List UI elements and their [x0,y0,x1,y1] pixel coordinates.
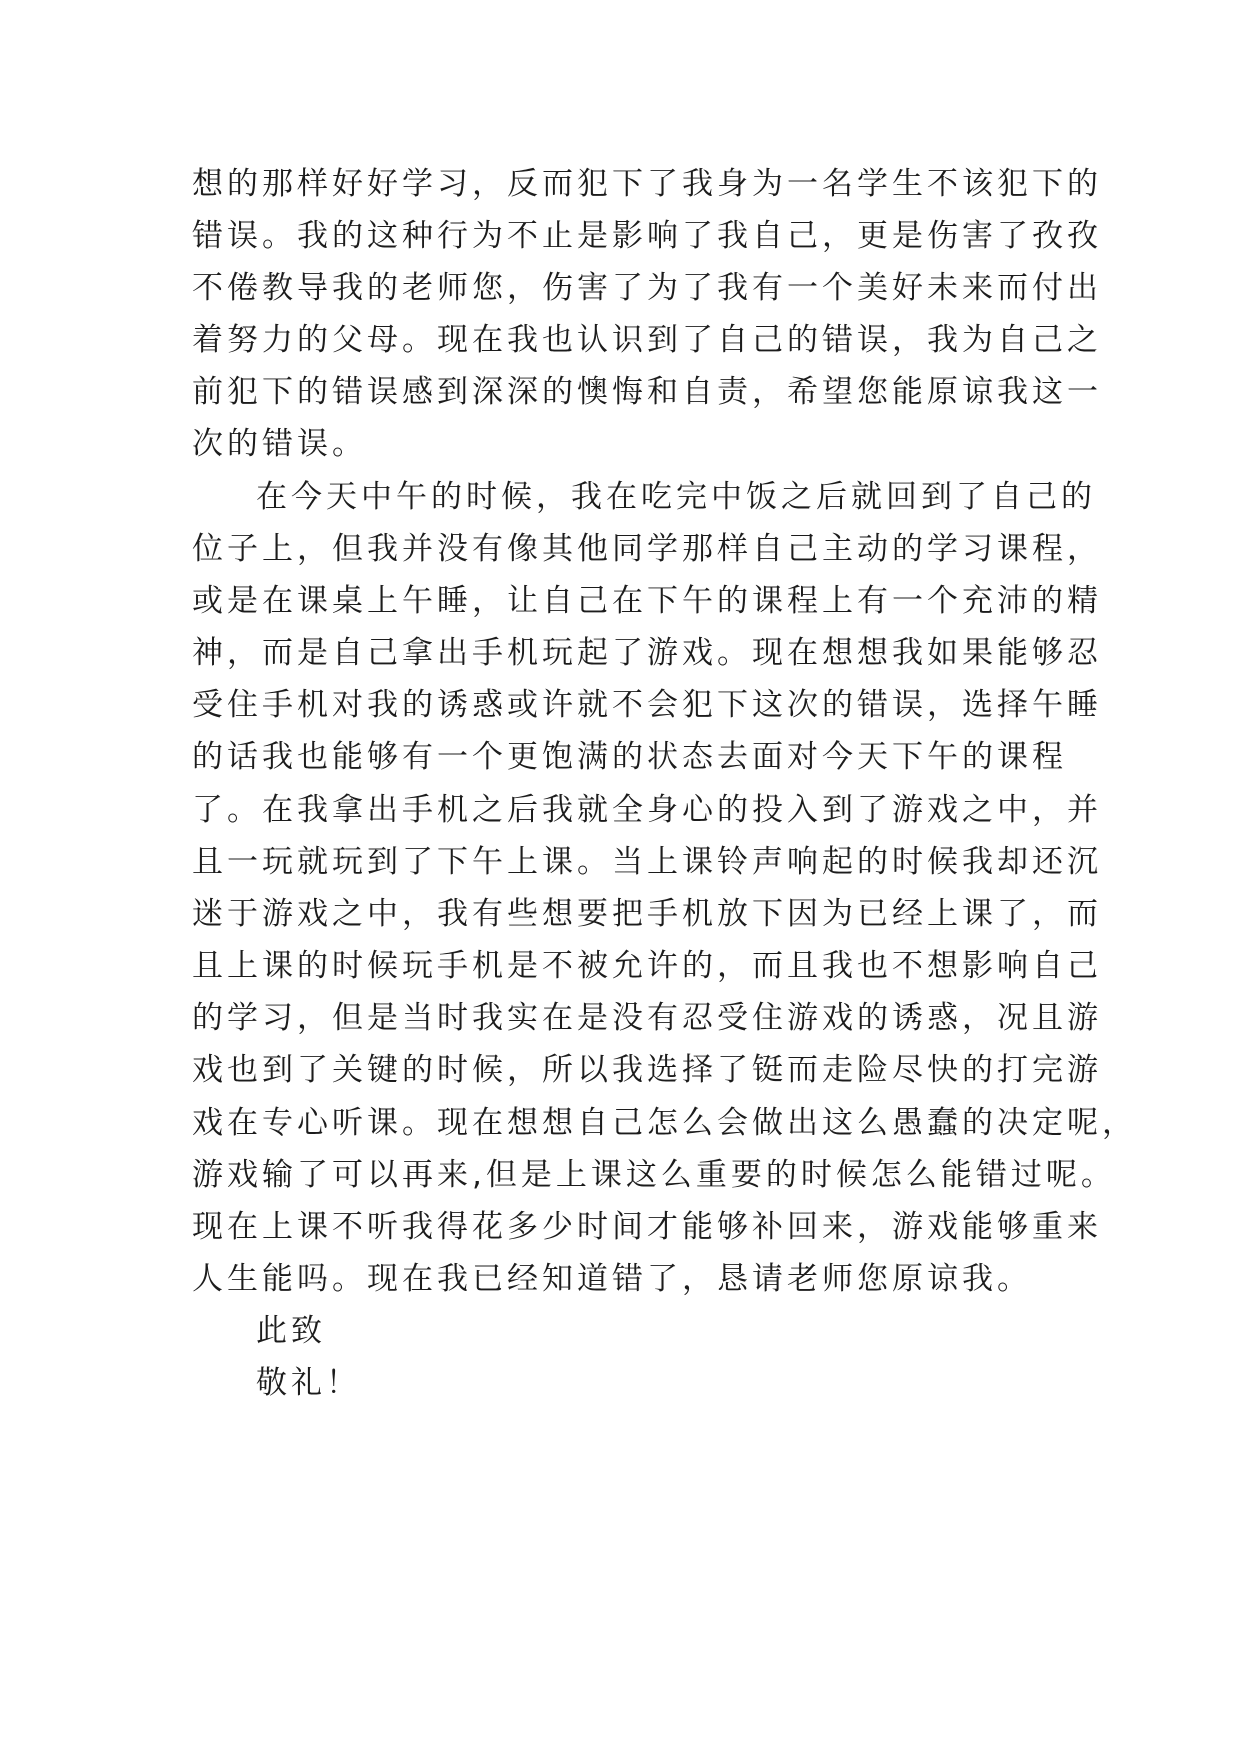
text-line: 不倦教导我的老师您，伤害了为了我有一个美好未来而付出 [192,270,1102,306]
text-line: 或是在课桌上午睡，让自己在下午的课程上有一个充沛的精 [192,583,1102,619]
text-line: 戏在专心听课。现在想想自己怎么会做出这么愚蠢的决定呢， [192,1105,1137,1141]
text-line: 位子上，但我并没有像其他同学那样自己主动的学习课程， [192,531,1102,567]
text-line: 次的错误。 [192,426,367,462]
text-line: 着努力的父母。现在我也认识到了自己的错误，我为自己之 [192,322,1102,358]
text-line: 迷于游戏之中，我有些想要把手机放下因为已经上课了，而 [192,896,1102,932]
text-line: 且一玩就玩到了下午上课。当上课铃声响起的时候我却还沉 [192,844,1102,880]
text-line: 戏也到了关键的时候，所以我选择了铤而走险尽快的打完游 [192,1052,1102,1088]
text-line: 的话我也能够有一个更饱满的状态去面对今天下午的课程 [192,739,1067,775]
text-line: 的学习，但是当时我实在是没有忍受住游戏的诱惑，况且游 [192,1000,1102,1036]
paragraph-first-line: 在今天中午的时候，我在吃完中饭之后就回到了自己的 [256,479,1096,515]
closing-regards: 敬礼！ [256,1365,361,1401]
text-line: 了。在我拿出手机之后我就全身心的投入到了游戏之中，并 [192,792,1102,828]
text-line: 且上课的时候玩手机是不被允许的，而且我也不想影响自己 [192,948,1102,984]
text-line: 游戏输了可以再来,但是上课这么重要的时候怎么能错过呢。 [192,1157,1116,1193]
text-line: 前犯下的错误感到深深的懊悔和自责，希望您能原谅我这一 [192,374,1102,410]
text-line: 现在上课不听我得花多少时间才能够补回来，游戏能够重来 [192,1209,1102,1245]
text-line: 受住手机对我的诱惑或许就不会犯下这次的错误，选择午睡 [192,687,1102,723]
text-line: 神，而是自己拿出手机玩起了游戏。现在想想我如果能够忍 [192,635,1102,671]
closing-salutation: 此致 [256,1313,326,1349]
text-line: 人生能吗。现在我已经知道错了，恳请老师您原谅我。 [192,1261,1032,1297]
text-line: 错误。我的这种行为不止是影响了我自己，更是伤害了孜孜 [192,218,1102,254]
text-line: 想的那样好好学习，反而犯下了我身为一名学生不该犯下的 [192,166,1102,202]
